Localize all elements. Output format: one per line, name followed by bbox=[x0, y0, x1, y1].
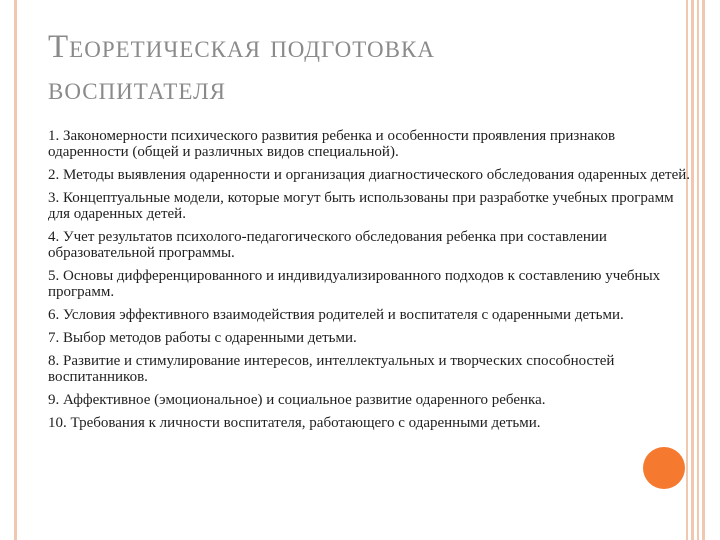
orange-circle-decoration bbox=[643, 447, 685, 489]
title-line-2: воспитателя bbox=[48, 71, 227, 107]
list-item: 6. Условия эффективного взаимодействия родителей и воспитателя с одаренными детьми. bbox=[48, 307, 624, 323]
list-item: 7. Выбор методов работы с одаренными детьми. bbox=[48, 330, 357, 346]
list-item: 9. Аффективное (эмоциональное) и социальное развитие одаренного ребенка. bbox=[48, 392, 546, 408]
list-item: 4. Учет результатов психолого-педагогического обследования ребенка при составлении образовательной программы. bbox=[48, 229, 607, 261]
list-item: 8. Развитие и стимулирование интересов, интеллектуальных и творческих способностей воспитанников. bbox=[48, 353, 615, 385]
title-line-1: Теоретическая подготовка bbox=[48, 29, 435, 65]
left-border-line bbox=[14, 0, 17, 540]
list-item: 3. Концептуальные модели, которые могут быть использованы при разработке учебных программ для одаренных детей. bbox=[48, 190, 674, 222]
list-item: 5. Основы дифференцированного и индивидуализированного подходов к составлению учебных программ. bbox=[48, 268, 661, 300]
list-item: 1. Закономерности психического развития ребенка и особенности проявления признаков одаренности (общей и различных видов специальной). bbox=[48, 128, 616, 160]
topics-list bbox=[48, 128, 698, 438]
slide-title bbox=[48, 26, 668, 110]
list-item: 10. Требования к личности воспитателя, работающего с одаренными детьми. bbox=[48, 415, 541, 431]
list-item: 2. Методы выявления одаренности и организация диагностического обследования одаренных детей. bbox=[48, 167, 691, 183]
